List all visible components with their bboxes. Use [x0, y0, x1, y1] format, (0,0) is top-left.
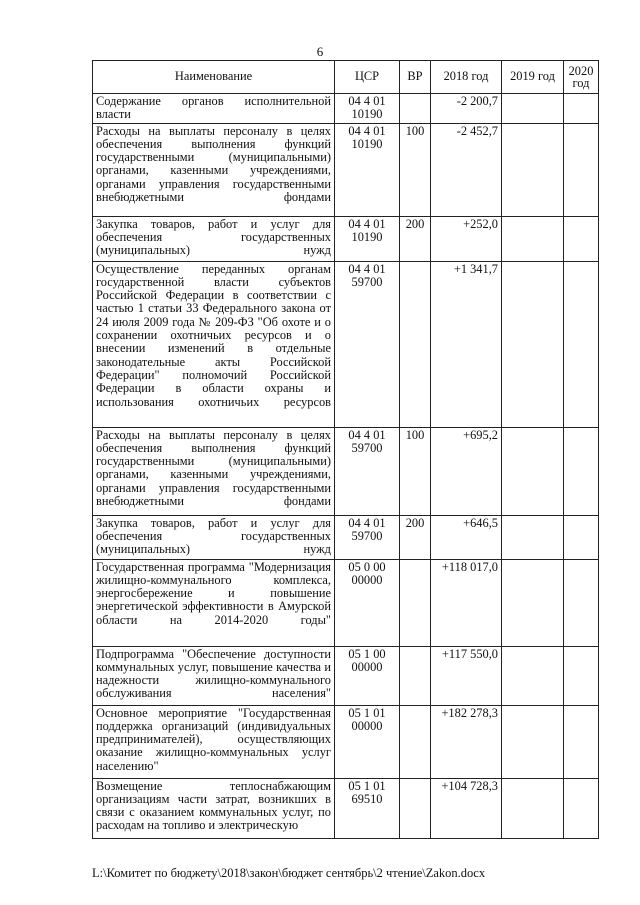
row-2018: +118 017,0: [431, 559, 502, 646]
header-2020: 2020 год: [564, 61, 599, 94]
row-2018: +182 278,3: [431, 705, 502, 778]
row-2018: +117 550,0: [431, 646, 502, 705]
page-number: 6: [316, 44, 324, 59]
table-row: [93, 427, 599, 515]
row-vr: [400, 646, 431, 705]
row-name: Закупка товаров, работ и услуг для обеспечения государственных (муниципальных) нужд: [93, 515, 335, 559]
row-2019: [502, 216, 564, 261]
row-name: Закупка товаров, работ и услуг для обеспечения государственных (муниципальных) нужд: [93, 216, 335, 261]
row-name: Государственная программа "Модернизация жилищно-коммунального комплекса, энергосбережение и повышение энергетической эффективности в Амурской области на 2014-2020 годы": [93, 559, 335, 646]
header-vr: ВР: [400, 61, 431, 94]
row-2019: [502, 427, 564, 515]
table-row: [93, 705, 599, 778]
row-2020: [564, 216, 599, 261]
row-2020: [564, 515, 599, 559]
row-name: Подпрограмма "Обеспечение доступности коммунальных услуг, повышение качества и надежности жилищно-коммунального обслуживания населения": [93, 646, 335, 705]
row-vr: 200: [400, 515, 431, 559]
row-name: Возмещение теплоснабжающим организациям части затрат, возникших в связи с оказанием коммунальных услуг, по расходам на топливо и электрическую: [93, 778, 335, 838]
row-2019: [502, 94, 564, 124]
table-row: [93, 559, 599, 646]
table-header-row: [93, 61, 599, 94]
row-vr: [400, 778, 431, 838]
table-row: [93, 261, 599, 427]
row-2019: [502, 778, 564, 838]
row-2020: [564, 646, 599, 705]
row-2020: [564, 123, 599, 216]
row-2018: +646,5: [431, 515, 502, 559]
row-2018: +1 341,7: [431, 261, 502, 427]
row-name: Расходы на выплаты персоналу в целях обеспечения выполнения функций государственными (муниципальными) органами, казенными учреждениями, органами управления государственными внебюджетными фондами: [93, 123, 335, 216]
row-2020: [564, 778, 599, 838]
row-2020: [564, 427, 599, 515]
row-name: Расходы на выплаты персоналу в целях обеспечения выполнения функций государственными (муниципальными) органами, казенными учреждениями, органами управления государственными внебюджетными фондами: [93, 427, 335, 515]
row-csr: 05 1 01 00000: [335, 705, 400, 778]
row-vr: [400, 261, 431, 427]
row-2020: [564, 261, 599, 427]
row-2020: [564, 559, 599, 646]
row-vr: [400, 94, 431, 124]
row-csr: 04 4 01 10190: [335, 123, 400, 216]
row-name: Осуществление переданных органам государственной власти субъектов Российской Федерации в соответствии с частью 1 статьи 33 Федерального закона от 24 июля 2009 года № 209-ФЗ "Об охоте и о сохранении охотничьих ресурсов и о внесении изменений в отдельные законодательные акты Российской Федерации" полномочий Российской Федерации в области охраны и использования охотничьих ресурсов: [93, 261, 335, 427]
row-csr: 04 4 01 10190: [335, 94, 400, 124]
row-2020: [564, 705, 599, 778]
row-2018: -2 200,7: [431, 94, 502, 124]
row-csr: 04 4 01 10190: [335, 216, 400, 261]
header-name: Наименование: [93, 61, 335, 94]
row-2020: [564, 94, 599, 124]
header-csr: ЦСР: [335, 61, 400, 94]
row-csr: 05 0 00 00000: [335, 559, 400, 646]
row-name: Содержание органов исполнительной власти: [93, 94, 335, 124]
row-2018: -2 452,7: [431, 123, 502, 216]
row-csr: 04 4 01 59700: [335, 261, 400, 427]
row-vr: 100: [400, 427, 431, 515]
row-2019: [502, 123, 564, 216]
row-vr: 100: [400, 123, 431, 216]
row-2018: +252,0: [431, 216, 502, 261]
row-2019: [502, 705, 564, 778]
row-vr: [400, 705, 431, 778]
table-row: [93, 646, 599, 705]
row-csr: 05 1 00 00000: [335, 646, 400, 705]
header-2018: 2018 год: [431, 61, 502, 94]
row-csr: 04 4 01 59700: [335, 427, 400, 515]
row-name: Основное мероприятие "Государственная поддержка организаций (индивидуальных предпринимателей), осуществляющих оказание жилищно-коммунальных услуг населению": [93, 705, 335, 778]
row-2019: [502, 261, 564, 427]
row-2019: [502, 559, 564, 646]
row-vr: 200: [400, 216, 431, 261]
budget-table: [92, 60, 599, 839]
table-row: [93, 94, 599, 124]
row-2018: +695,2: [431, 427, 502, 515]
row-csr: 04 4 01 59700: [335, 515, 400, 559]
row-csr: 05 1 01 69510: [335, 778, 400, 838]
table-row: [93, 216, 599, 261]
row-2019: [502, 515, 564, 559]
table-row: [93, 778, 599, 838]
table-row: [93, 515, 599, 559]
file-path-footer: L:\Комитет по бюджету\2018\закон\бюджет сентябрь\2 чтение\Zakon.docx: [92, 866, 486, 880]
table-row: [93, 123, 599, 216]
row-2019: [502, 646, 564, 705]
row-2018: +104 728,3: [431, 778, 502, 838]
header-2019: 2019 год: [502, 61, 564, 94]
row-vr: [400, 559, 431, 646]
